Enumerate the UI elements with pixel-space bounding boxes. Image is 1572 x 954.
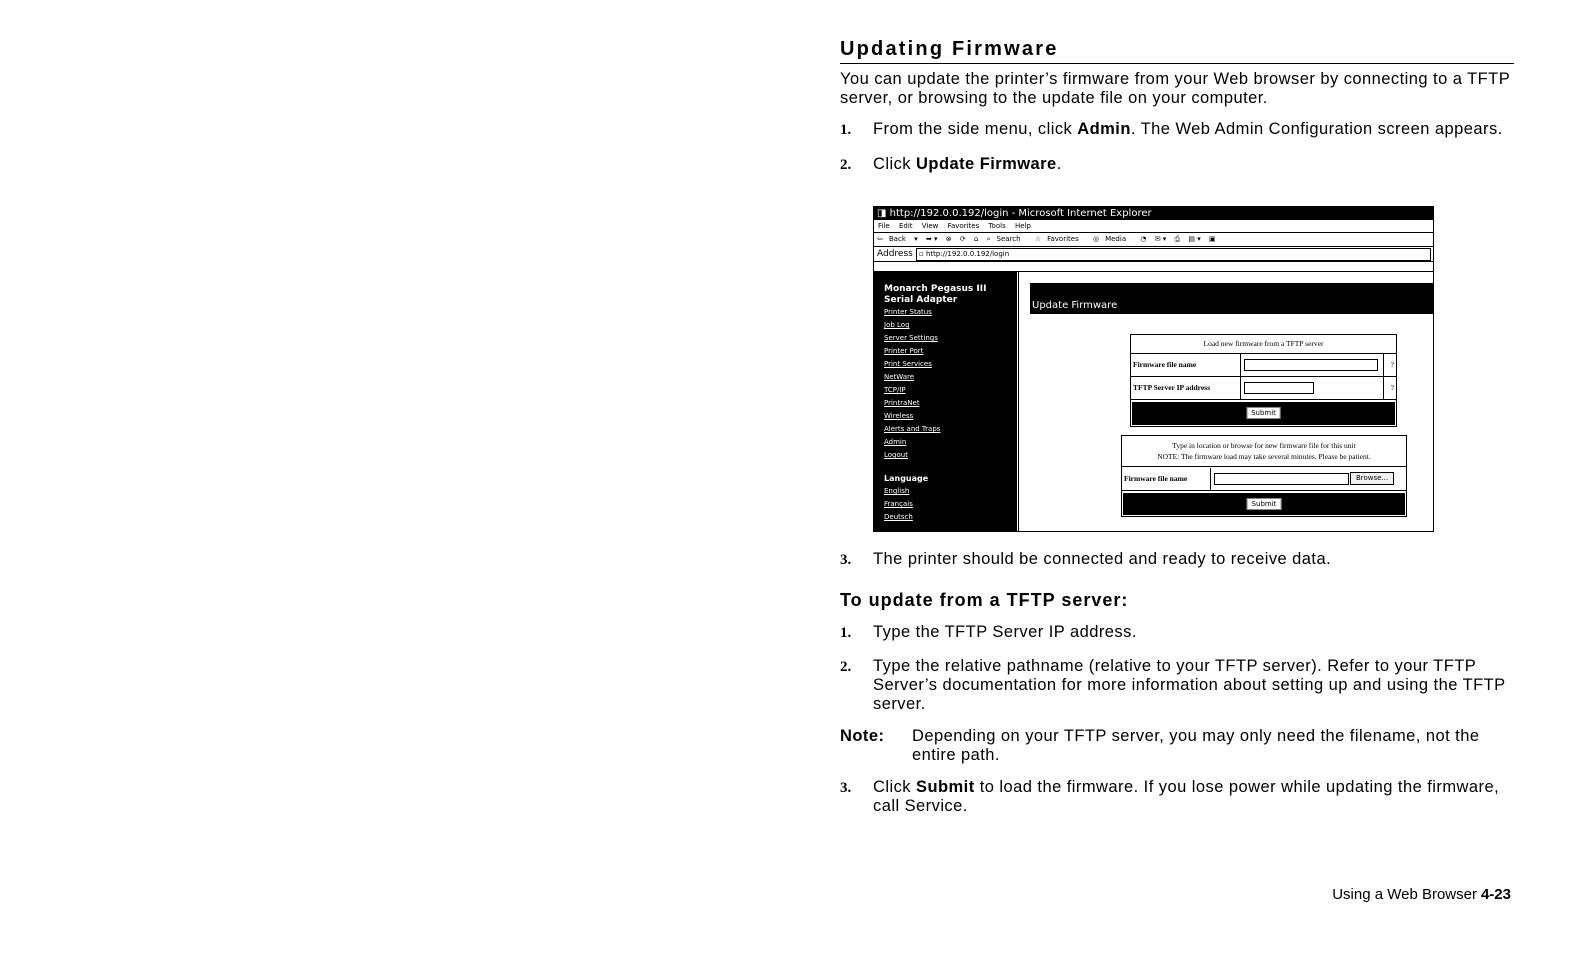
footer-text: Using a Web Browser bbox=[1332, 886, 1477, 903]
step-bold: Submit bbox=[916, 778, 975, 796]
browser-toolbar bbox=[874, 233, 1433, 247]
note-block bbox=[840, 727, 1514, 765]
tftp-submit-bar bbox=[1132, 402, 1395, 425]
menu-view[interactable]: View bbox=[921, 222, 939, 230]
media-label: Media bbox=[1105, 235, 1127, 243]
address-label: Address bbox=[877, 249, 913, 259]
menu-favorites[interactable]: Favorites bbox=[947, 222, 980, 230]
back-button[interactable]: ⇦ Back ▾ bbox=[877, 235, 918, 243]
browse-caption-line1: Type in location or browse for new firmware file for this unit bbox=[1172, 441, 1356, 450]
note-text: Depending on your TFTP server, you may only need the filename, not the entire path. bbox=[912, 727, 1480, 764]
menu-file[interactable]: File bbox=[878, 222, 890, 230]
step-bold: Update Firmware bbox=[916, 155, 1057, 173]
tftp-submit-button[interactable]: Submit bbox=[1246, 407, 1281, 419]
step-b3 bbox=[840, 778, 1514, 816]
tftp-file-label: Firmware file name bbox=[1133, 360, 1197, 369]
product-subtitle: Serial Adapter bbox=[884, 295, 958, 305]
product-name: Monarch Pegasus III bbox=[884, 284, 987, 294]
history-icon[interactable]: ◔ bbox=[1140, 235, 1147, 243]
edit-icon[interactable]: ▤ ▾ bbox=[1188, 235, 1201, 243]
step-a2 bbox=[840, 155, 1514, 174]
cell-divider bbox=[1240, 354, 1241, 376]
lang-francais[interactable]: Français bbox=[884, 500, 913, 508]
section-title: Updating Firmware bbox=[840, 38, 1514, 64]
nav-wireless[interactable]: Wireless bbox=[884, 412, 914, 420]
media-icon: ◎ bbox=[1092, 235, 1100, 243]
step-text: . The Web Admin Configuration screen appears. bbox=[1130, 120, 1503, 138]
forward-icon[interactable]: ➡ ▾ bbox=[925, 235, 938, 243]
browse-file-input[interactable] bbox=[1214, 473, 1349, 485]
step-b2 bbox=[840, 657, 1514, 714]
browse-file-label: Firmware file name bbox=[1124, 474, 1188, 483]
menu-tools[interactable]: Tools bbox=[988, 222, 1006, 230]
main-column bbox=[840, 38, 1514, 174]
browse-submit-button[interactable]: Submit bbox=[1247, 498, 1282, 510]
step-number: 1. bbox=[840, 122, 852, 138]
address-bar bbox=[874, 247, 1433, 262]
menu-edit[interactable]: Edit bbox=[898, 222, 913, 230]
lower-column bbox=[840, 550, 1514, 816]
tftp-ip-row bbox=[1131, 377, 1396, 400]
step-text: Click bbox=[873, 778, 917, 796]
search-button[interactable] bbox=[987, 235, 1027, 243]
nav-alerts-and-traps[interactable]: Alerts and Traps bbox=[884, 425, 941, 433]
step-number: 2. bbox=[840, 659, 852, 675]
lang-english[interactable]: English bbox=[884, 487, 910, 495]
browser-title: http://192.0.0.192/login - Microsoft Internet Explorer bbox=[889, 208, 1152, 219]
lang-deutsch[interactable]: Deutsch bbox=[884, 513, 913, 521]
cell-divider bbox=[1383, 377, 1384, 399]
step-bold: Admin bbox=[1077, 120, 1131, 138]
tftp-ip-label: TFTP Server IP address bbox=[1133, 383, 1211, 392]
step-a1 bbox=[840, 120, 1514, 139]
page-icon: ▫ bbox=[919, 250, 924, 258]
nav-printer-port[interactable]: Printer Port bbox=[884, 347, 924, 355]
nav-netware[interactable]: NetWare bbox=[884, 373, 915, 381]
nav-printranet[interactable]: PrintraNet bbox=[884, 399, 920, 407]
banner-title: Update Firmware bbox=[1032, 300, 1118, 311]
step-text: Type the relative pathname (relative to your TFTP server). Refer to your TFTP Server’s documentation for more information about setting up and using the TFTP server. bbox=[873, 657, 1506, 713]
cell-divider bbox=[1240, 377, 1241, 399]
nav-job-log[interactable]: Job Log bbox=[884, 321, 910, 329]
step-text: Click bbox=[873, 155, 917, 173]
nav-server-settings[interactable]: Server Settings bbox=[884, 334, 938, 342]
nav-logout[interactable]: Logout bbox=[884, 451, 908, 459]
favorites-label: Favorites bbox=[1047, 235, 1079, 243]
step-number: 2. bbox=[840, 157, 852, 173]
step-number: 1. bbox=[840, 625, 852, 641]
tftp-caption: Load new firmware from a TFTP server bbox=[1131, 335, 1396, 354]
nav-printer-status[interactable]: Printer Status bbox=[884, 308, 932, 316]
step-text: From the side menu, click bbox=[873, 120, 1078, 138]
page-banner bbox=[1030, 283, 1433, 314]
tftp-file-input[interactable] bbox=[1244, 359, 1378, 371]
step-text: The printer should be connected and ready to receive data. bbox=[873, 550, 1332, 568]
browser-content bbox=[874, 271, 1433, 531]
step-text: . bbox=[1056, 155, 1062, 173]
main-pane bbox=[1026, 272, 1433, 531]
browse-form bbox=[1121, 435, 1407, 517]
back-arrow-icon: ⇦ bbox=[877, 235, 883, 243]
refresh-icon[interactable]: ⟳ bbox=[959, 235, 966, 243]
address-input[interactable] bbox=[916, 248, 1431, 261]
browser-title-bar bbox=[874, 207, 1433, 220]
ie-icon: ◨ bbox=[877, 208, 887, 219]
step-text: Type the TFTP Server IP address. bbox=[873, 623, 1137, 641]
side-menu bbox=[874, 272, 1020, 531]
step-number: 3. bbox=[840, 552, 852, 568]
media-button[interactable] bbox=[1093, 235, 1132, 243]
favorites-button[interactable] bbox=[1035, 235, 1085, 243]
step-number: 3. bbox=[840, 780, 852, 796]
intro-paragraph: You can update the printer’s firmware from your Web browser by connecting to a TFTP server, or browsing to the update file on your computer. bbox=[840, 70, 1510, 107]
print-icon[interactable]: ⎙ bbox=[1174, 235, 1181, 243]
nav-print-services[interactable]: Print Services bbox=[884, 360, 932, 368]
page-number: 4-23 bbox=[1480, 886, 1511, 903]
browse-file-row bbox=[1122, 468, 1406, 491]
note-label: Note: bbox=[840, 727, 885, 745]
stop-icon[interactable]: ⊗ bbox=[945, 235, 952, 243]
subheading: To update from a TFTP server: bbox=[840, 590, 1129, 610]
browse-caption-line2: NOTE: The firmware load may take several minutes. Please be patient. bbox=[1157, 452, 1371, 461]
step-a3 bbox=[840, 550, 1514, 569]
menu-help[interactable]: Help bbox=[1014, 222, 1031, 230]
search-label: Search bbox=[996, 235, 1021, 243]
tftp-file-row bbox=[1131, 354, 1396, 377]
discuss-icon[interactable]: ▣ bbox=[1208, 235, 1216, 243]
cell-divider bbox=[1383, 354, 1384, 376]
browser-screenshot bbox=[873, 206, 1434, 532]
page-footer bbox=[1332, 886, 1511, 903]
help-link[interactable]: ? bbox=[1390, 383, 1394, 392]
help-link[interactable]: ? bbox=[1390, 360, 1394, 369]
search-icon: ⌕ bbox=[986, 235, 991, 243]
home-icon[interactable]: ⌂ bbox=[973, 235, 979, 243]
step-text: to load the firmware. If you lose power while updating the firmware, call Service. bbox=[873, 778, 1500, 815]
browser-menu-bar bbox=[874, 220, 1433, 233]
step-b1 bbox=[840, 623, 1514, 642]
nav-admin[interactable]: Admin bbox=[884, 438, 907, 446]
mail-icon[interactable]: ✉ ▾ bbox=[1154, 235, 1167, 243]
favorites-icon: ☆ bbox=[1034, 235, 1042, 243]
back-label: Back bbox=[888, 235, 906, 243]
tftp-form bbox=[1130, 334, 1397, 427]
cell-divider bbox=[1210, 468, 1211, 490]
language-heading: Language bbox=[884, 474, 929, 483]
browse-caption bbox=[1122, 436, 1406, 467]
address-value: http://192.0.0.192/login bbox=[925, 250, 1010, 258]
browse-submit-bar bbox=[1123, 493, 1405, 515]
browse-button[interactable]: Browse... bbox=[1350, 472, 1394, 485]
tftp-ip-input[interactable] bbox=[1244, 382, 1314, 394]
nav-tcpip[interactable]: TCP/IP bbox=[884, 386, 906, 394]
